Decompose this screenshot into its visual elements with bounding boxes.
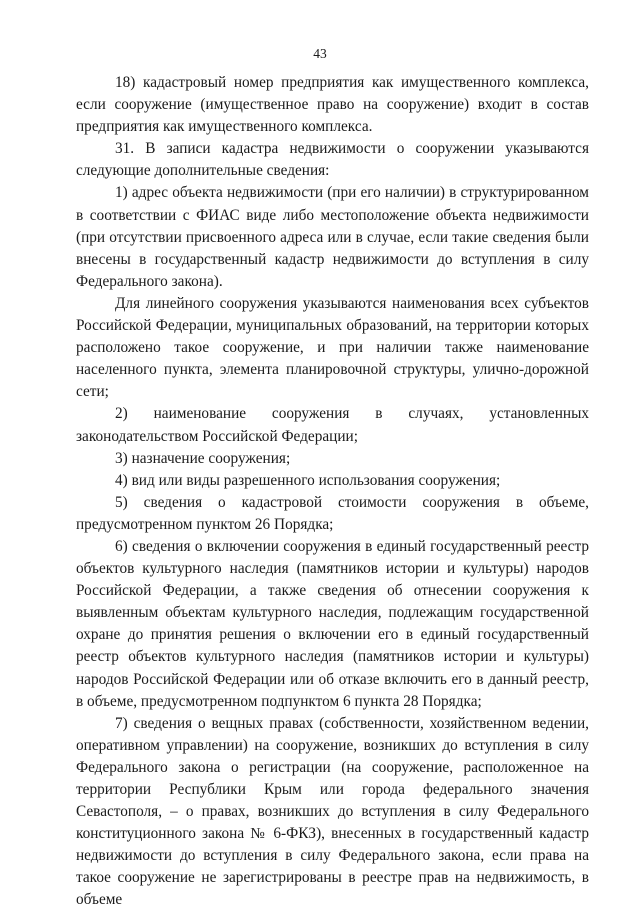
paragraph-item-18: 18) кадастровый номер предприятия как имущественного комплекса, если сооружение (имущественное право на сооружение) входит в состав предприятия как имущественного комплекса. — [76, 74, 589, 136]
paragraph-item-4: 4) вид или виды разрешенного использования сооружения; — [115, 471, 501, 489]
paragraph-section-31: 31. В записи кадастра недвижимости о сооружении указываются следующие дополнительные сведения: — [76, 140, 589, 180]
page-number: 43 — [313, 46, 327, 61]
paragraph-linear-structure: Для линейного сооружения указываются наименования всех субъектов Российской Федерации, муниципальных образований, на территории которых расположено такое сооружение, и при наличии также наименование населенного пункта, элемента планировочной структуры, улично-дорожной сети; — [76, 294, 589, 401]
paragraph-item-5: 5) сведения о кадастровой стоимости сооружения в объеме, предусмотренном пунктом 26 Порядка; — [76, 493, 589, 533]
paragraph-item-6: 6) сведения о включении сооружения в единый государственный реестр объектов культурного наследия (памятников истории и культуры) народов Российской Федерации, а также сведения об отнесении сооружения к выявленным объектам культурного наследия, подлежащим государственной охране до принятия решения о включении его в единый государственный реестр объектов культурного наследия (памятников истории и культуры) народов Российской Федерации или об отказе включить его в данный реестр, в объеме, предусмотренном подпунктом 6 пункта 28 Порядка; — [76, 537, 589, 710]
paragraph-item-7: 7) сведения о вещных правах (собственности, хозяйственном ведении, оперативном управлении) на сооружение, возникших до вступления в силу Федерального закона о регистрации (на сооружение, расположенное на территории Республики Крым или города федерального значения Севастополя, – о правах, возникших до вступления в силу Федерального конституционного закона № 6-ФКЗ), внесенных в государственный кадастр недвижимости до вступления в силу Федерального закона, если права на такое сооружение не зарегистрированы в реестре прав на недвижимость, в объеме — [76, 714, 589, 909]
paragraph-item-1: 1) адрес объекта недвижимости (при его наличии) в структурированном в соответствии с ФИАС виде либо местоположение объекта недвижимости (при отсутствии присвоенного адреса или в случае, если такие сведения были внесены в государственный кадастр недвижимости до вступления в силу Федерального закона). — [76, 184, 589, 290]
body-text — [76, 72, 589, 912]
paragraph-item-2: 2) наименование сооружения в случаях, установленных законодательством Российской Федерации; — [76, 405, 589, 445]
paragraph-item-3: 3) назначение сооружения; — [115, 449, 291, 467]
